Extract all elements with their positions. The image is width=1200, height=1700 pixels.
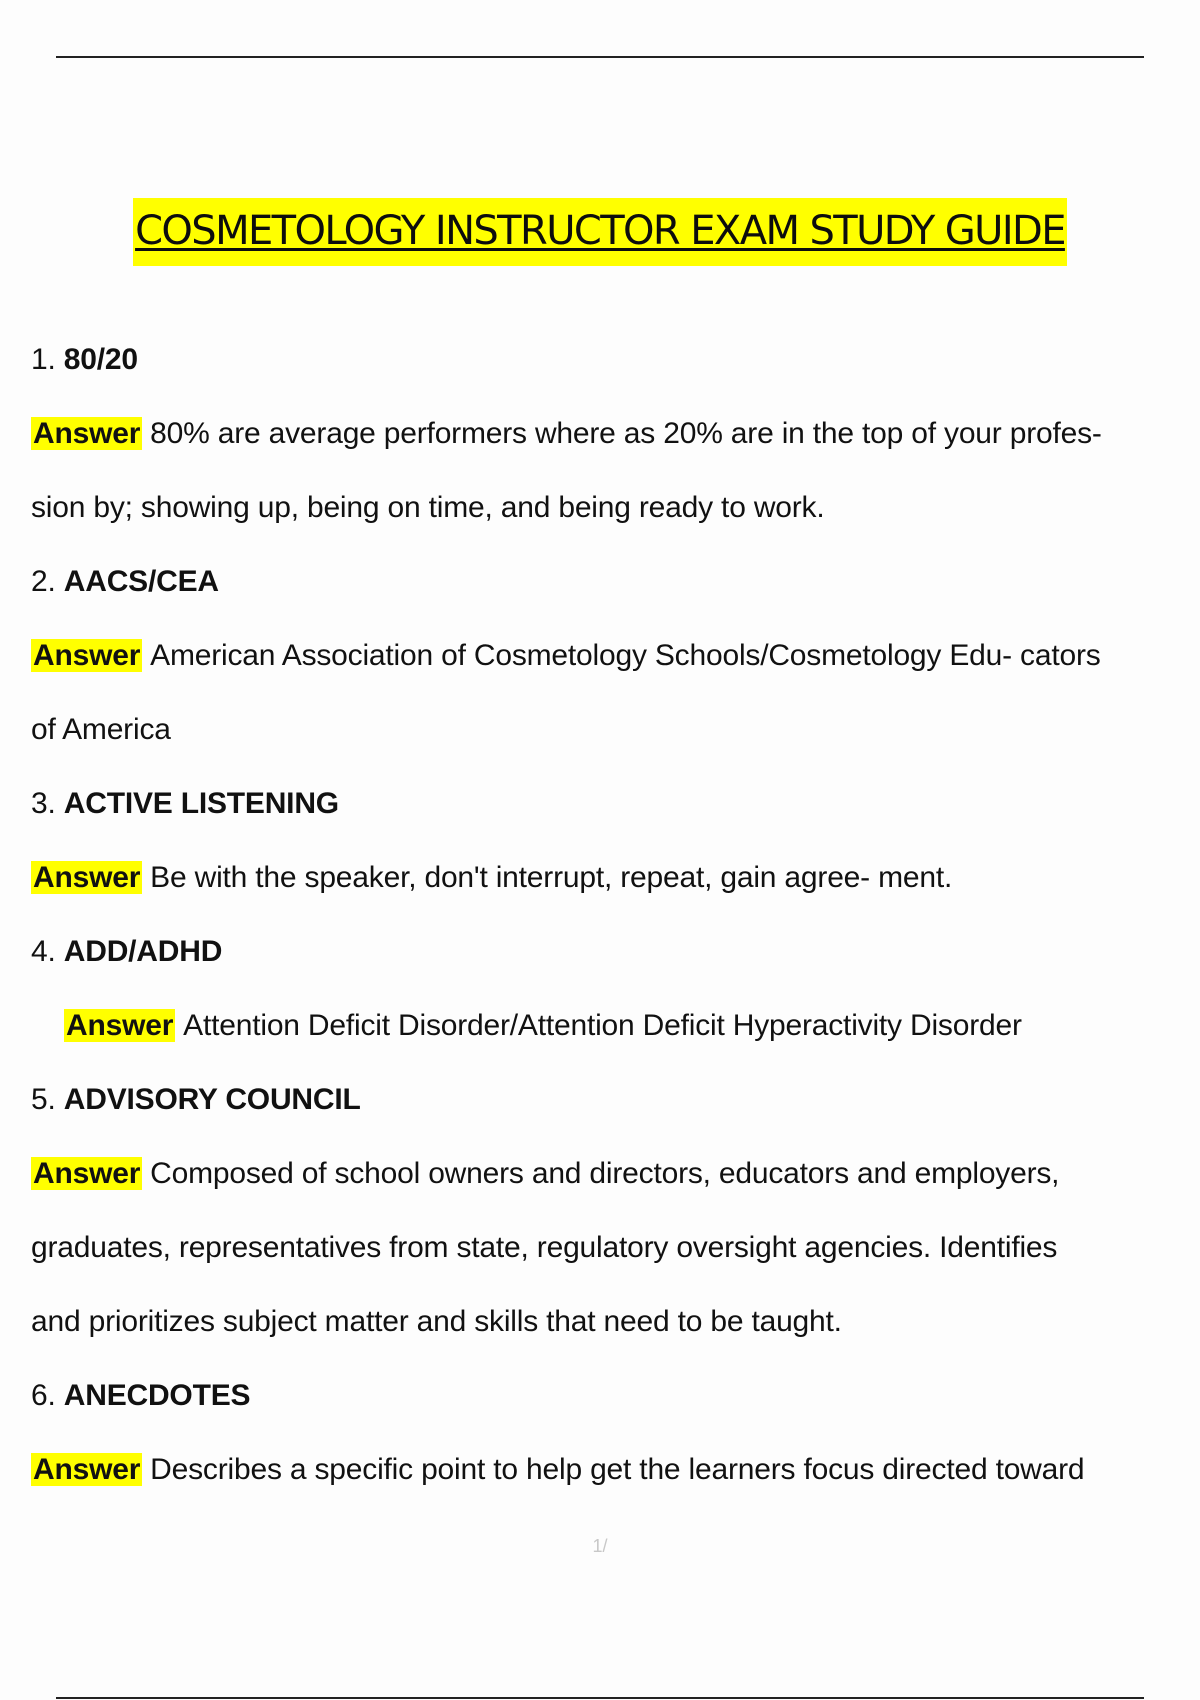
answer-text: graduates, representatives from state, regulatory oversight agencies. Identifies [31,1231,1058,1264]
question-number: 2. [31,565,56,598]
question-term: AACS/CEA [63,565,219,598]
question-term: ANECDOTES [63,1379,251,1412]
question-row [31,1359,1191,1433]
answer-block [31,1433,1191,1507]
question-term: 80/20 [63,343,138,376]
document-title: COSMETOLOGY INSTRUCTOR EXAM STUDY GUIDE [133,198,1067,266]
bottom-rule [56,1697,1144,1699]
answer-text: Be with the speaker, don't interrupt, repeat, gain agree- ment. [150,861,953,894]
question-row [31,1063,1191,1137]
answer-label: Answer [33,639,141,672]
question-row [31,545,1191,619]
answer-text: and prioritizes subject matter and skills that need to be taught. [31,1305,842,1338]
question-number: 3. [31,787,56,820]
study-guide-content [31,323,1191,1507]
answer-text: Composed of school owners and directors, educators and employers, [150,1157,1060,1190]
answer-text: Attention Deficit Disorder/Attention Deficit Hyperactivity Disorder [183,1009,1022,1042]
answer-text: Describes a specific point to help get the learners focus directed toward [150,1453,1085,1486]
question-number: 1. [31,343,56,376]
question-row [31,767,1191,841]
answer-block [31,397,1191,545]
answer-label: Answer [33,861,141,894]
answer-text: of America [31,713,171,746]
answer-text: 80% are average performers where as 20% are in the top of your profes- [150,417,1102,450]
question-term: ACTIVE LISTENING [63,787,339,820]
question-row [31,323,1191,397]
title-container [0,198,1200,266]
answer-label: Answer [33,1453,141,1486]
question-term: ADVISORY COUNCIL [63,1083,361,1116]
page-number: 1/ [592,1536,608,1556]
top-rule [56,56,1144,58]
question-number: 6. [31,1379,56,1412]
question-row [31,915,1191,989]
answer-label: Answer [66,1009,174,1042]
question-number: 4. [31,935,56,968]
answer-block [31,1137,1191,1359]
answer-block [31,619,1191,767]
answer-block [31,841,1191,915]
question-number: 5. [31,1083,56,1116]
answer-label: Answer [33,417,141,450]
answer-block [31,989,1191,1063]
question-term: ADD/ADHD [63,935,223,968]
answer-text: sion by; showing up, being on time, and being ready to work. [31,491,825,524]
answer-label: Answer [33,1157,141,1190]
answer-text: American Association of Cosmetology Schools/Cosmetology Edu- cators [150,639,1101,672]
